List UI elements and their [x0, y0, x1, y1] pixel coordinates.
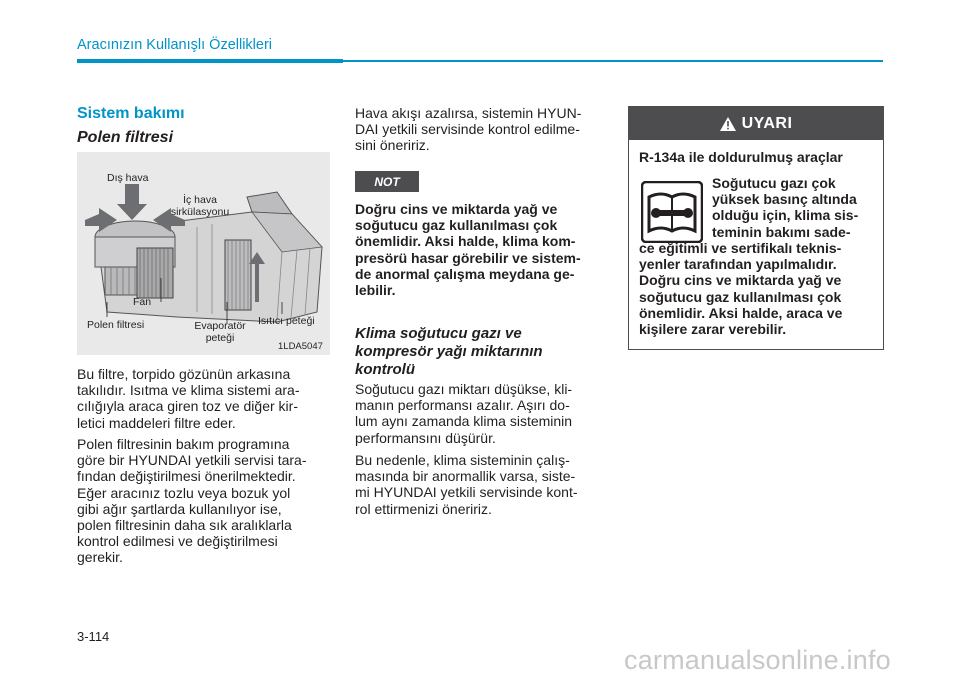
label-inside-air-line1: İç hava	[183, 194, 217, 206]
section-title: Sistem bakımı	[77, 105, 185, 122]
text-line: önemlidir. Aksi halde, araca ve	[639, 304, 843, 321]
text-line: cılığıyla araca giren toz ve diğer kir-	[77, 398, 298, 415]
text-line: kontrol edilmesi ve değiştirilmesi	[77, 533, 278, 550]
header-rule	[77, 59, 343, 63]
pollen-filter-title: Polen filtresi	[77, 129, 174, 146]
text-line: Eğer aracınız tozlu veya bozuk yol	[77, 484, 291, 501]
text-line: teminin bakımı sade-	[712, 223, 851, 240]
text-line: yenler tarafından yapılmalıdır.	[639, 256, 837, 273]
text-line: gibi ağır şartlarda kullanılıyor ise,	[77, 500, 282, 517]
text-line: manın performansı azalır. Aşırı do-	[355, 397, 570, 414]
text-line: lum aynı zamanda klima sisteminin	[355, 413, 573, 430]
label-heater: Isıtıcı peteği	[258, 315, 315, 327]
text-line: Hava akışı azalırsa, sistemin HYUN-	[355, 105, 582, 121]
text-line: letici maddeleri filtre eder.	[77, 414, 236, 431]
warning-subtitle: R-134a ile doldurulmuş araçlar	[639, 149, 843, 165]
text-line: rol ettirmenizi öneririz.	[355, 500, 492, 517]
text-line: Soğutucu gazı çok	[712, 175, 836, 191]
warning-box	[628, 106, 884, 350]
text-line: performansını düşürür.	[355, 429, 496, 446]
refrigerant-check-title	[355, 325, 607, 379]
header-title: Aracınızın Kullanışlı Özellikleri	[77, 37, 273, 53]
warning-title: UYARI	[741, 114, 793, 132]
text-line: Polen filtresinin bakım programına	[77, 436, 290, 452]
warning-text-side	[712, 175, 879, 240]
text-line: Doğru cins ve miktarda yağ ve	[639, 272, 842, 289]
text-line: masında bir anormallik varsa, siste-	[355, 468, 576, 485]
text-line: mi HYUNDAI yetkili servisinde kont-	[355, 484, 578, 501]
label-evaporator	[185, 320, 255, 344]
refrigerant-para-2	[355, 452, 607, 517]
text-line: ce eğitimli ve sertifikalı teknis-	[639, 240, 842, 256]
text-line: sini öneririz.	[355, 137, 430, 154]
title-line: kompresör yağı miktarının	[355, 343, 543, 360]
text-line: lebilir.	[355, 282, 396, 299]
warning-triangle-icon	[720, 117, 736, 131]
watermark: carmanualsonline.info	[624, 645, 891, 675]
text-line: gerekir.	[77, 549, 123, 566]
text-line: Bu filtre, torpido gözünün arkasına	[77, 366, 291, 382]
text-line: göre bir HYUNDAI yetkili servisi tara-	[77, 452, 307, 469]
text-line: kişilere zarar verebilir.	[639, 321, 787, 338]
pollen-filter-diagram	[77, 152, 330, 355]
service-manual-icon	[641, 181, 703, 243]
text-line: Doğru cins ve miktarda yağ ve	[355, 201, 558, 217]
text-line: takılıdır. Isıtma ve klima sistemi ara-	[77, 382, 300, 399]
page-number: 3-114	[77, 629, 110, 644]
text-line: Soğutucu gazı miktarı düşükse, kli-	[355, 381, 573, 397]
text-line: presörü hasar görebilir ve sistem-	[355, 249, 581, 266]
note-text	[355, 201, 607, 298]
text-line: yüksek basınç altında	[712, 191, 857, 208]
pollen-para-2	[77, 436, 331, 566]
title-line: kontrolü	[355, 361, 415, 378]
note-badge: NOT	[355, 171, 419, 192]
text-line: DAI yetkili servisinde kontrol edilme-	[355, 121, 580, 138]
warning-header	[629, 107, 883, 140]
label-inside-air	[165, 194, 235, 218]
refrigerant-para-1	[355, 381, 607, 446]
text-line: önemlidir. Aksi halde, klima kom-	[355, 233, 576, 250]
text-line: soğutucu gaz kullanılması çok	[355, 217, 558, 234]
warning-text-full	[639, 240, 879, 337]
text-line: olduğu için, klima sis-	[712, 207, 859, 224]
pollen-para-1	[77, 366, 331, 431]
text-line: soğutucu gaz kullanılması çok	[639, 288, 842, 305]
text-line: Bu nedenle, klima sisteminin çalış-	[355, 452, 570, 468]
figure-code: 1LDA5047	[278, 341, 323, 352]
label-evaporator-line1: Evaporatör	[194, 320, 246, 332]
label-outside-air: Dış hava	[107, 172, 149, 184]
header-rule-thin	[343, 60, 883, 62]
label-fan: Fan	[133, 296, 152, 308]
label-inside-air-line2: sirkülasyonu	[170, 206, 230, 218]
text-line: de anormal çalışma meydana ge-	[355, 265, 575, 282]
airflow-para	[355, 105, 607, 154]
text-line: fından değiştirilmesi önerilmektedir.	[77, 468, 296, 485]
text-line: polen filtresinin daha sık aralıklarla	[77, 517, 292, 534]
label-evaporator-line2: peteği	[205, 332, 235, 344]
label-pollen-filter: Polen filtresi	[87, 319, 145, 331]
title-line: Klima soğutucu gazı ve	[355, 325, 522, 342]
